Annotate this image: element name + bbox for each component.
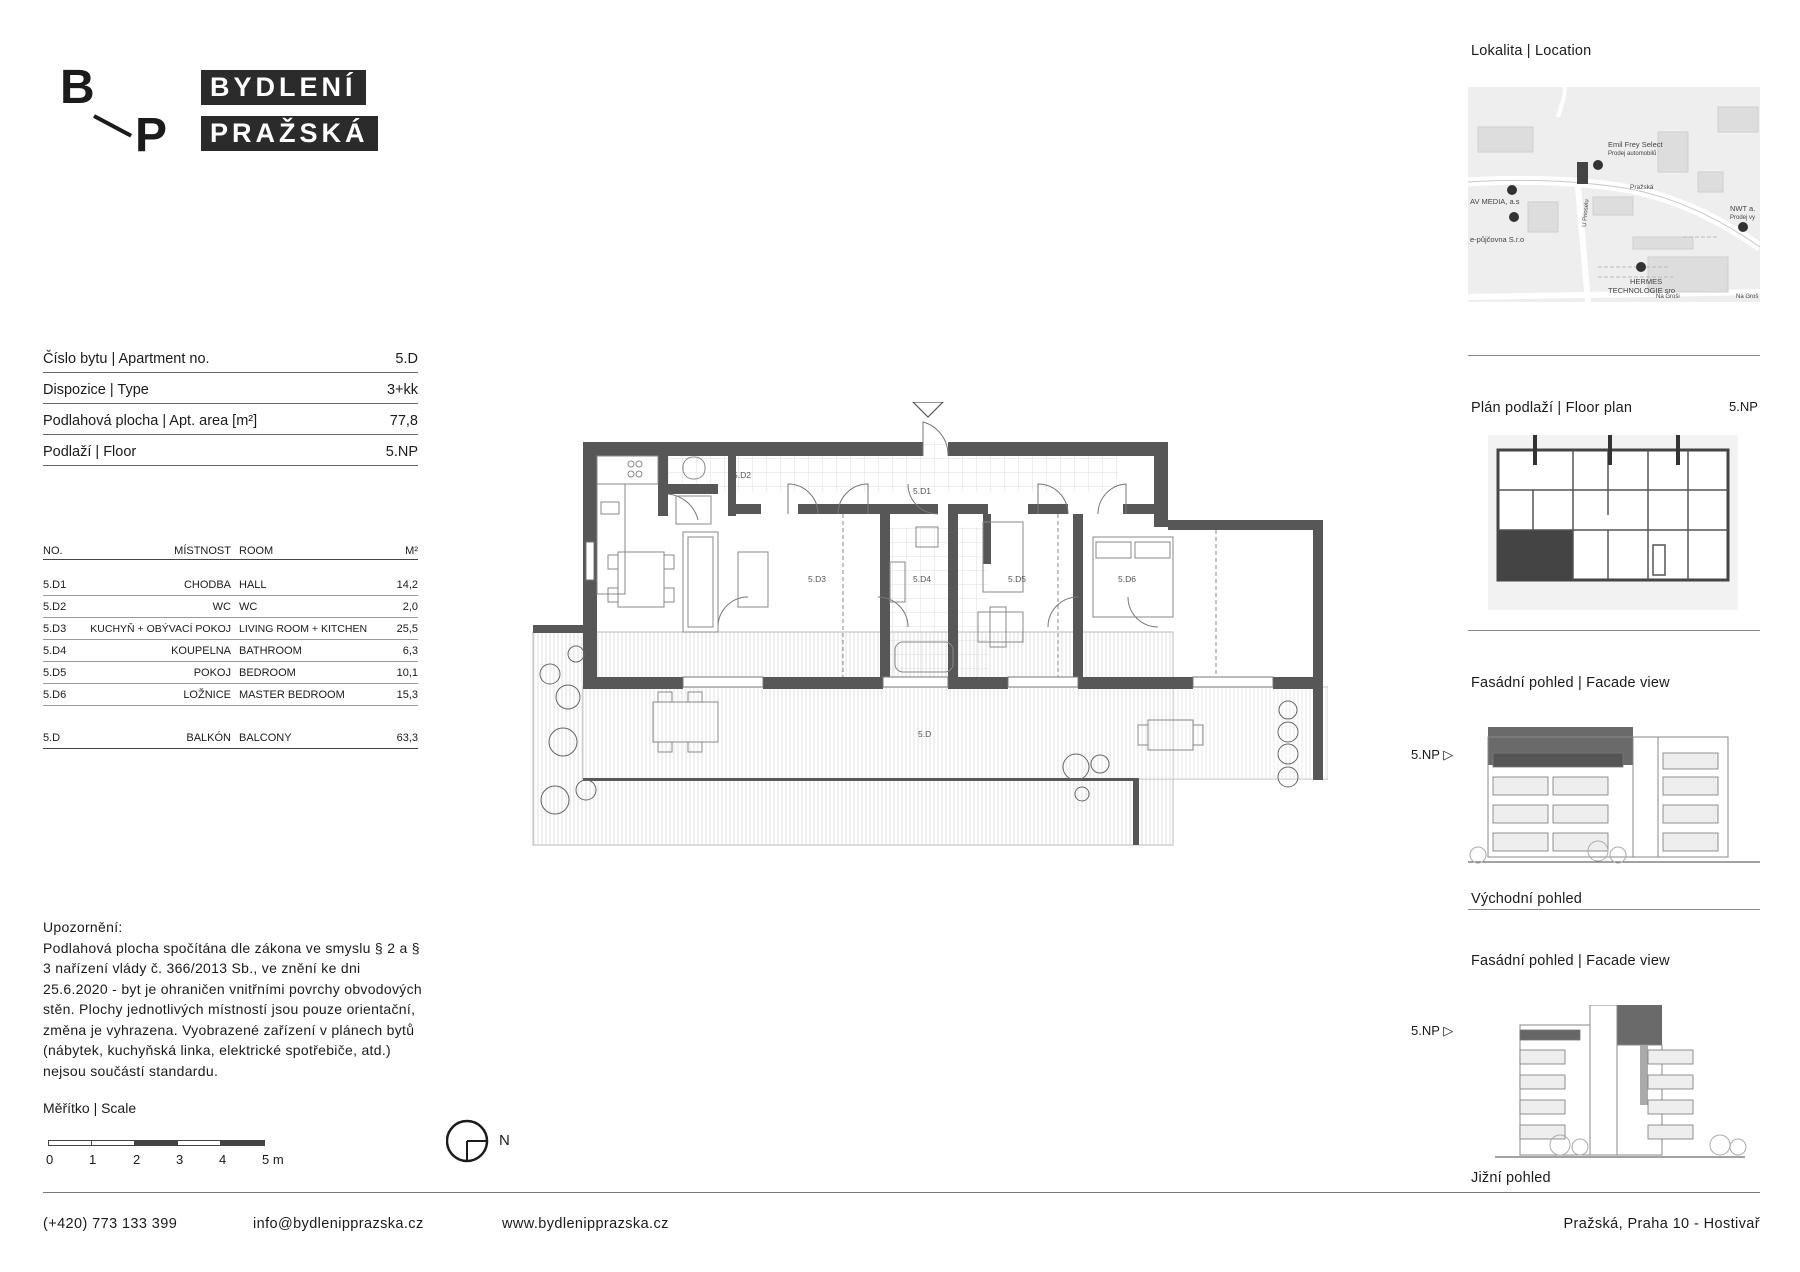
info-value: 3+kk	[386, 382, 418, 398]
divider	[1468, 630, 1760, 631]
map-label: AV MEDIA, a.s	[1470, 197, 1520, 206]
map-label: U Prioselu	[1582, 199, 1591, 228]
brand-logo	[60, 61, 390, 162]
facade-east-caption: Východní pohled	[1471, 891, 1583, 907]
bp-monogram	[60, 61, 175, 162]
table-row	[43, 618, 418, 640]
floor-plan-floor: 5.NP	[1729, 399, 1758, 414]
room-area: 14,2	[396, 578, 418, 591]
room-label-d4: 5.D4	[913, 574, 931, 584]
info-label: Dispozice | Type	[43, 382, 149, 398]
room-area: 63,3	[396, 731, 418, 744]
info-label: Číslo bytu | Apartment no.	[43, 351, 210, 367]
floor-plan-thumbnail	[1488, 435, 1738, 610]
footer-website[interactable]: www.bydlenipprazska.cz	[502, 1216, 669, 1232]
facade-east-drawing	[1468, 727, 1760, 877]
room-area: 10,1	[396, 666, 418, 679]
room-cz: CHODBA	[183, 578, 231, 591]
location-map	[1468, 87, 1760, 302]
apartment-info-table	[43, 342, 418, 466]
facade-south-drawing	[1490, 1005, 1760, 1165]
info-label: Podlaží | Floor	[43, 444, 137, 460]
notice-text: Podlahová plocha spočítána dle zákona ve smyslu § 2 a § 3 nařízení vlády č. 366/2013 Sb., ve znění ke dni 25.6.2020 - byt je ohraničen vnitřními povrchy obvodových stěn. Plochy jednotlivých místností jsou pouze orientační, změna je vyhrazena. Vyobrazené zařízení v plánech bytů (nábytek, kuchyňská linka, elektrické spotřebiče, atd.) nejsou součástí standardu.	[43, 939, 422, 1079]
room-label-d6: 5.D6	[1118, 574, 1136, 584]
brand-line-1: BYDLENÍ	[201, 70, 366, 105]
room-en: HALL	[239, 578, 267, 591]
room-no: 5.D6	[43, 688, 67, 701]
room-en: BATHROOM	[239, 644, 302, 657]
info-value: 5.D	[395, 351, 418, 367]
facade-south-title: Fasádní pohled | Facade view	[1471, 953, 1670, 969]
info-value: 77,8	[389, 413, 418, 429]
info-row-area	[43, 404, 418, 435]
room-label-d5: 5.D5	[1008, 574, 1026, 584]
map-label: TECHNOLOGIE sro	[1608, 286, 1676, 295]
room-no: 5.D1	[43, 578, 67, 591]
scale-bar	[48, 1140, 265, 1146]
room-no: 5.D3	[43, 622, 67, 635]
room-en: MASTER BEDROOM	[239, 688, 345, 701]
table-row	[43, 662, 418, 684]
room-label-d1: 5.D1	[913, 486, 931, 496]
map-label: Prodej vy	[1730, 215, 1756, 221]
scale-label: 1	[89, 1152, 97, 1167]
facade-east-floor: 5.NP ▷	[1411, 747, 1454, 762]
floor-plan-title: Plán podlaží | Floor plan	[1471, 400, 1633, 416]
table-row	[43, 640, 418, 662]
room-label-balcony: 5.D	[918, 729, 932, 739]
divider	[1468, 909, 1760, 910]
facade-south-caption: Jižní pohled	[1471, 1170, 1551, 1186]
room-label-d3: 5.D3	[808, 574, 826, 584]
room-en: WC	[239, 600, 258, 613]
header-no: NO.	[43, 544, 63, 557]
scale-label: 3	[176, 1152, 184, 1167]
map-label: HERMES	[1630, 277, 1663, 286]
legal-notice	[43, 917, 423, 1081]
north-compass	[446, 1116, 516, 1166]
scale-label: 5 m	[262, 1152, 284, 1167]
map-label: Prodej automobilů	[1608, 151, 1657, 157]
map-label: Na Groš	[1736, 294, 1759, 300]
notice-title: Upozornění:	[43, 919, 123, 935]
footer-address: Pražská, Praha 10 - Hostivař	[1563, 1216, 1760, 1232]
room-cz: BALKÓN	[186, 731, 231, 744]
entrance-arrow-icon	[913, 402, 943, 417]
table-row	[43, 574, 418, 596]
map-label: Na Groši	[1656, 294, 1680, 300]
facade-east-title: Fasádní pohled | Facade view	[1471, 675, 1670, 691]
room-en: BALCONY	[239, 731, 292, 744]
monogram-slash	[93, 114, 132, 137]
room-cz: WC	[212, 600, 231, 613]
apartment-floor-plan	[528, 402, 1328, 862]
scale-title: Měřítko | Scale	[43, 1100, 137, 1116]
scale-label: 2	[133, 1152, 141, 1167]
room-cz: LOŽNICE	[183, 688, 231, 701]
map-label: e-půjčovna S.r.o	[1470, 235, 1525, 244]
divider	[1468, 355, 1760, 356]
compass-label: N	[499, 1132, 510, 1149]
footer-divider	[43, 1192, 1760, 1193]
room-label-d2: 5.D2	[733, 470, 751, 480]
table-row	[43, 596, 418, 618]
info-row-type	[43, 373, 418, 404]
header-room-cz: MÍSTNOST	[174, 544, 231, 557]
map-label: Emil Frey Select	[1608, 140, 1663, 149]
room-area: 2,0	[402, 600, 418, 613]
rooms-table-header	[43, 538, 418, 560]
footer-phone[interactable]: (+420) 773 133 399	[43, 1216, 178, 1232]
room-cz: KUCHYŇ + OBÝVACÍ POKOJ	[90, 622, 231, 635]
room-no: 5.D2	[43, 600, 67, 613]
info-label: Podlahová plocha | Apt. area [m²]	[43, 413, 258, 429]
rooms-table	[43, 538, 418, 749]
room-cz: KOUPELNA	[171, 644, 231, 657]
scale-labels	[44, 1152, 294, 1170]
monogram-b: B	[60, 61, 95, 114]
room-area: 6,3	[402, 644, 418, 657]
room-no: 5.D4	[43, 644, 67, 657]
footer-email[interactable]: info@bydlenipprazska.cz	[253, 1216, 424, 1232]
location-title: Lokalita | Location	[1471, 43, 1592, 59]
room-area: 15,3	[396, 688, 418, 701]
table-row-balcony	[43, 727, 418, 749]
info-value: 5.NP	[385, 444, 418, 460]
header-room-en: ROOM	[239, 544, 274, 557]
scale-label: 4	[219, 1152, 227, 1167]
map-label: NWT a.	[1730, 204, 1756, 213]
room-no: 5.D5	[43, 666, 67, 679]
brand-line-2: PRAŽSKÁ	[201, 116, 378, 151]
map-label: Pražská	[1630, 184, 1654, 191]
room-en: LIVING ROOM + KITCHEN	[239, 622, 368, 635]
info-row-number	[43, 342, 418, 373]
header-area: M²	[405, 544, 418, 557]
room-no: 5.D	[43, 731, 61, 744]
room-cz: POKOJ	[193, 666, 231, 679]
room-en: BEDROOM	[239, 666, 296, 679]
table-row	[43, 684, 418, 706]
monogram-p: P	[135, 109, 168, 162]
room-area: 25,5	[396, 622, 418, 635]
info-row-floor	[43, 435, 418, 466]
facade-south-floor: 5.NP ▷	[1411, 1023, 1454, 1038]
scale-label: 0	[46, 1152, 54, 1167]
